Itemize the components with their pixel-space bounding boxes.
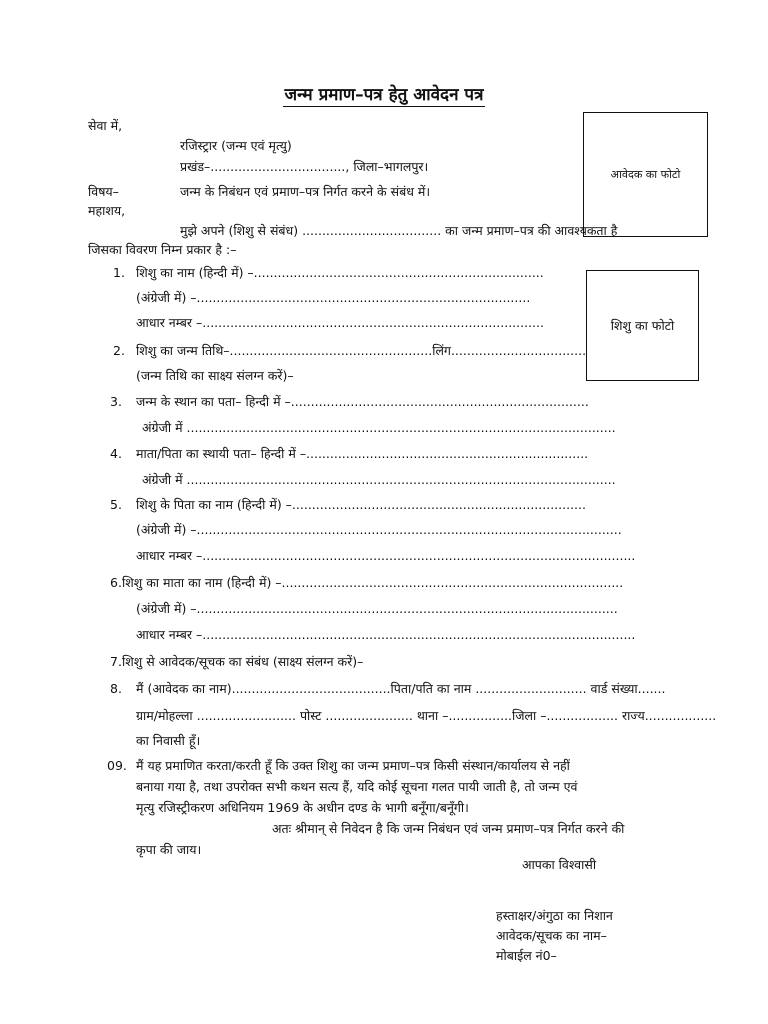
signature-field[interactable]: हस्ताक्षर/अंगुठा का निशान (496, 908, 613, 923)
father-aadhar-field[interactable]: आधार नम्बर –............................................................................................................. (136, 548, 636, 563)
declaration-line-4: अतः श्रीमान् से निवेदन है कि जन्म निबंधन एवं जन्म प्रमाण–पत्र निर्गत करने की (272, 821, 625, 836)
declaration-line-1: मैं यह प्रमाणित करता/करती हूँ कि उक्त शिशु का जन्म प्रमाण–पत्र किसी संस्थान/कार्यालय से नहीं (136, 758, 570, 773)
father-name-hindi-field[interactable]: शिशु के पिता का नाम (हिन्दी में) –.......................................................................... (136, 497, 586, 512)
mother-name-english-field[interactable]: (अंग्रेजी में) –.......................................................................................................... (136, 601, 618, 616)
item-7-number: 7. (110, 654, 122, 669)
mobile-number-field[interactable]: मोबाईल नं0– (496, 948, 557, 963)
subject-label: विषय– (88, 184, 119, 199)
applicant-address-field[interactable]: ग्राम/मोहल्ला ......................... पोस्ट ...................... थाना –................जिला –.................. राज्य.................. (136, 708, 717, 723)
item-8-number: 8. (110, 681, 122, 696)
yours-faithfully: आपका विश्वासी (522, 857, 597, 872)
dob-proof-note: (जन्म तिथि का साक्ष्य संलग्न करें)– (136, 368, 294, 383)
salutation: महाशय, (88, 203, 126, 218)
address-registrar: रजिस्ट्रार (जन्म एवं मृत्यु) (180, 138, 292, 153)
declaration-line-5: कृपा की जाय। (136, 842, 202, 857)
applicant-name-field[interactable]: आवेदक/सूचक का नाम– (496, 928, 607, 943)
applicant-photo-box[interactable] (583, 112, 708, 237)
intro-line2: जिसका विवरण निम्न प्रकार है :– (88, 242, 237, 257)
declaration-line-2: बनाया गया है, तथा उपरोक्त सभी कथन सत्य हैं, यदि कोई सूचना गलत पायी जाती है, तो जन्म एवं (136, 779, 578, 794)
intro-relation-field[interactable]: मुझे अपने (शिशु से संबंध) ................................... का जन्म प्रमाण–पत्र की आवश्यकता है (180, 223, 618, 238)
father-name-english-field[interactable]: (अंग्रेजी में) –........................................................................................................... (136, 522, 622, 537)
form-title: जन्म प्रमाण–पत्र हेतु आवेदन पत्र (284, 85, 484, 105)
address-block-field[interactable]: प्रखंड–.................................., जिला–भागलपुर। (180, 159, 429, 174)
child-aadhar-field[interactable]: आधार नम्बर –...................................................................................... (136, 315, 544, 330)
item-5-number: 5. (110, 497, 122, 512)
child-dob-gender-field[interactable]: शिशु का जन्म तिथि–...................................................लिंग.................................. (136, 343, 587, 358)
item-9-number: 09. (107, 758, 127, 773)
child-photo-label: शिशु का फोटो (610, 318, 675, 333)
declaration-line-3: मृत्यु रजिस्ट्रीकरण अधिनियम 1969 के अधीन दण्ड के भागी बनूँगा/बनूँगी। (136, 800, 469, 815)
mother-name-hindi-field[interactable]: शिशु का माता का नाम (हिन्दी में) –...................................................................................... (122, 575, 624, 590)
child-photo-box[interactable] (586, 270, 699, 381)
mother-aadhar-field[interactable]: आधार नम्बर –............................................................................................................. (136, 627, 636, 642)
subject-text: जन्म के निबंधन एवं प्रमाण–पत्र निर्गत करने के संबंध में। (180, 184, 431, 199)
child-name-english-field[interactable]: (अंग्रेजी में) –.................................................................................... (136, 290, 531, 305)
permanent-address-hindi-field[interactable]: माता/पिता का स्थायी पता– हिन्दी में –....................................................................... (136, 446, 589, 461)
address-to: सेवा में, (88, 118, 123, 133)
resident-text: का निवासी हूँ। (136, 733, 201, 748)
item-2-number: 2. (113, 343, 125, 358)
applicant-relation-field[interactable]: शिशु से आवेदक/सूचक का संबंध (साक्ष्य संलग्न करें)– (122, 654, 364, 669)
applicant-name-father-ward-field[interactable]: मैं (आवेदक का नाम)........................................पिता/पति का नाम ............................ वार्ड संख्या....... (136, 681, 666, 696)
child-name-hindi-field[interactable]: शिशु का नाम (हिन्दी में) –......................................................................... (136, 265, 544, 280)
birth-place-hindi-field[interactable]: जन्म के स्थान का पता– हिन्दी में –........................................................................... (136, 394, 589, 409)
applicant-photo-label: आवेदक का फोटो (610, 167, 681, 181)
birth-place-english-field[interactable]: अंग्रेजी में ............................................................................................................ (142, 420, 616, 435)
item-6-number: 6. (110, 575, 122, 590)
item-1-number: 1. (113, 265, 125, 280)
permanent-address-english-field[interactable]: अंग्रेजी में ............................................................................................................ (142, 472, 616, 487)
item-3-number: 3. (110, 394, 122, 409)
item-4-number: 4. (110, 446, 122, 461)
